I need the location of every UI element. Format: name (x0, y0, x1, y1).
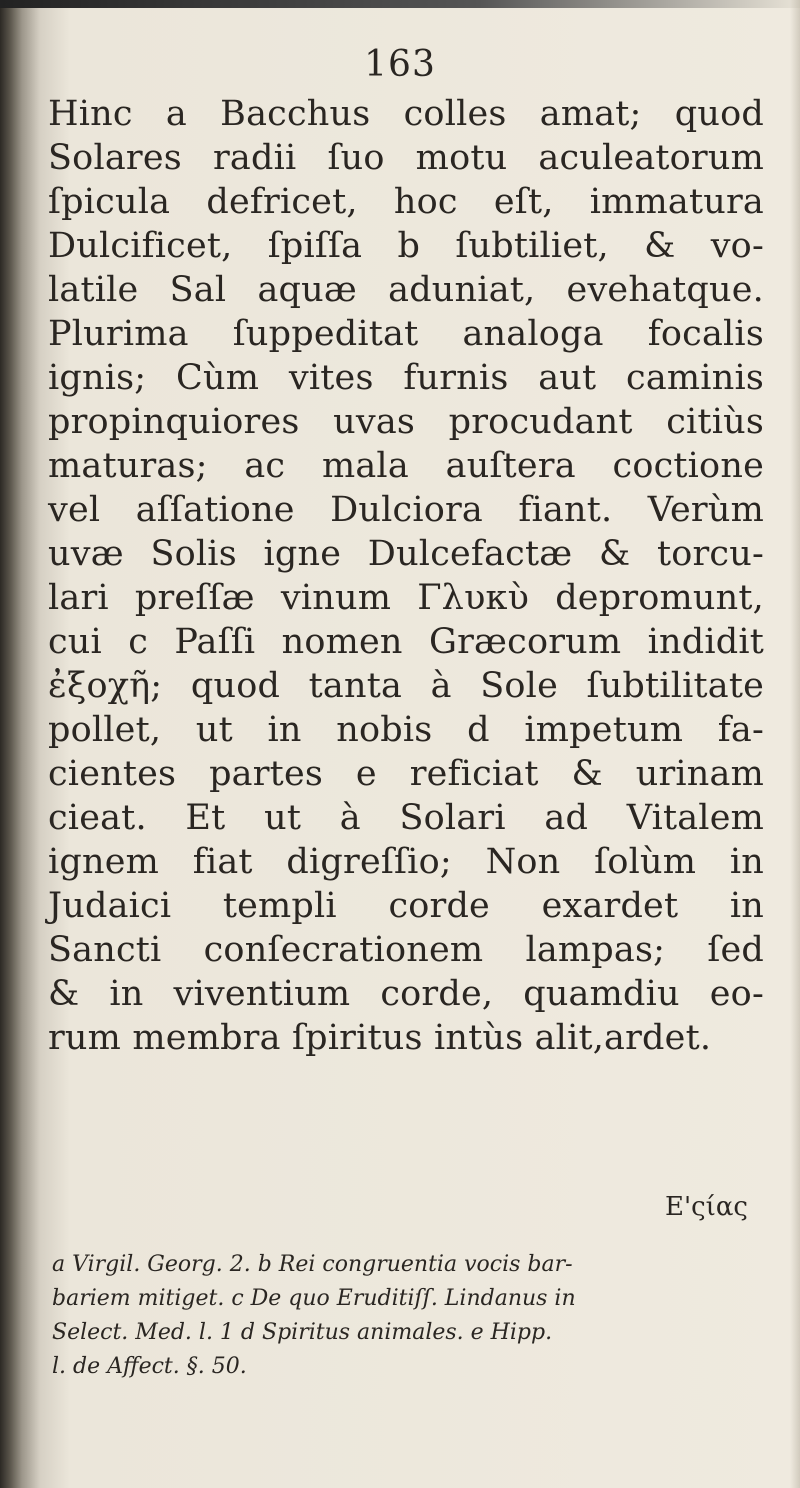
body-line: & in viventium corde, quamdiu eo- (48, 974, 764, 1014)
footnotes (52, 1248, 764, 1384)
body-line: Hinc a Bacchus colles amat; quod (48, 94, 764, 134)
body-line: Solares radii ſuo motu aculeatorum (48, 138, 764, 178)
body-line: cieat. Et ut à Solari ad Vitalem (48, 798, 764, 838)
body-line: Judaici templi corde exardet in (48, 886, 764, 926)
page-number: 163 (364, 44, 436, 85)
body-line: ἐξοχῆ; quod tanta à Sole ſubtilitate (48, 666, 764, 706)
body-line: ignis; Cùm vites furnis aut caminis (48, 358, 764, 398)
body-line: latile Sal aquæ aduniat, evehatque. (48, 270, 764, 310)
body-line: vel aſſatione Dulciora fiant. Verùm (48, 490, 764, 530)
body-line: uvæ Solis igne Dulcefactæ & torcu- (48, 534, 764, 574)
body-line: lari preſſæ vinum Γλυκὺ depromunt, (48, 578, 764, 618)
body-line: cui c Paſſi nomen Græcorum indidit (48, 622, 764, 662)
scan-right-edge (790, 0, 800, 1488)
body-text (48, 92, 764, 1060)
footnote-line: Select. Med. l. 1 d Spiritus animales. e Hipp. (52, 1320, 553, 1345)
body-line: rum membra ſpiritus intùs alit,ardet. (48, 1018, 712, 1058)
footnote-line: l. de Affect. §. 50. (52, 1354, 247, 1379)
body-line: Dulcificet, ſpiſſa b ſubtiliet, & vo- (48, 226, 764, 266)
body-line: Plurima ſuppeditat analoga focalis (48, 314, 764, 354)
footnote-line: bariem mitiget. c De quo Eruditiſſ. Lindanus in (52, 1286, 576, 1311)
footnote-line: a Virgil. Georg. 2. b Rei congruentia vocis bar- (52, 1252, 573, 1277)
body-line: ſpicula defricet, hoc eſt, immatura (48, 182, 764, 222)
body-line: cientes partes e reficiat & urinam (48, 754, 764, 794)
body-line: Sancti conſecrationem lampas; ſed (48, 930, 764, 970)
body-line: ignem fiat digreſſio; Non ſolùm in (48, 842, 764, 882)
scan-top-edge (0, 0, 800, 8)
body-line: pollet, ut in nobis d impetum fa- (48, 710, 764, 750)
body-line: maturas; ac mala auſtera coctione (48, 446, 764, 486)
catchword: E'ςίας (664, 1192, 748, 1222)
body-line: propinquiores uvas procudant citiùs (48, 402, 764, 442)
